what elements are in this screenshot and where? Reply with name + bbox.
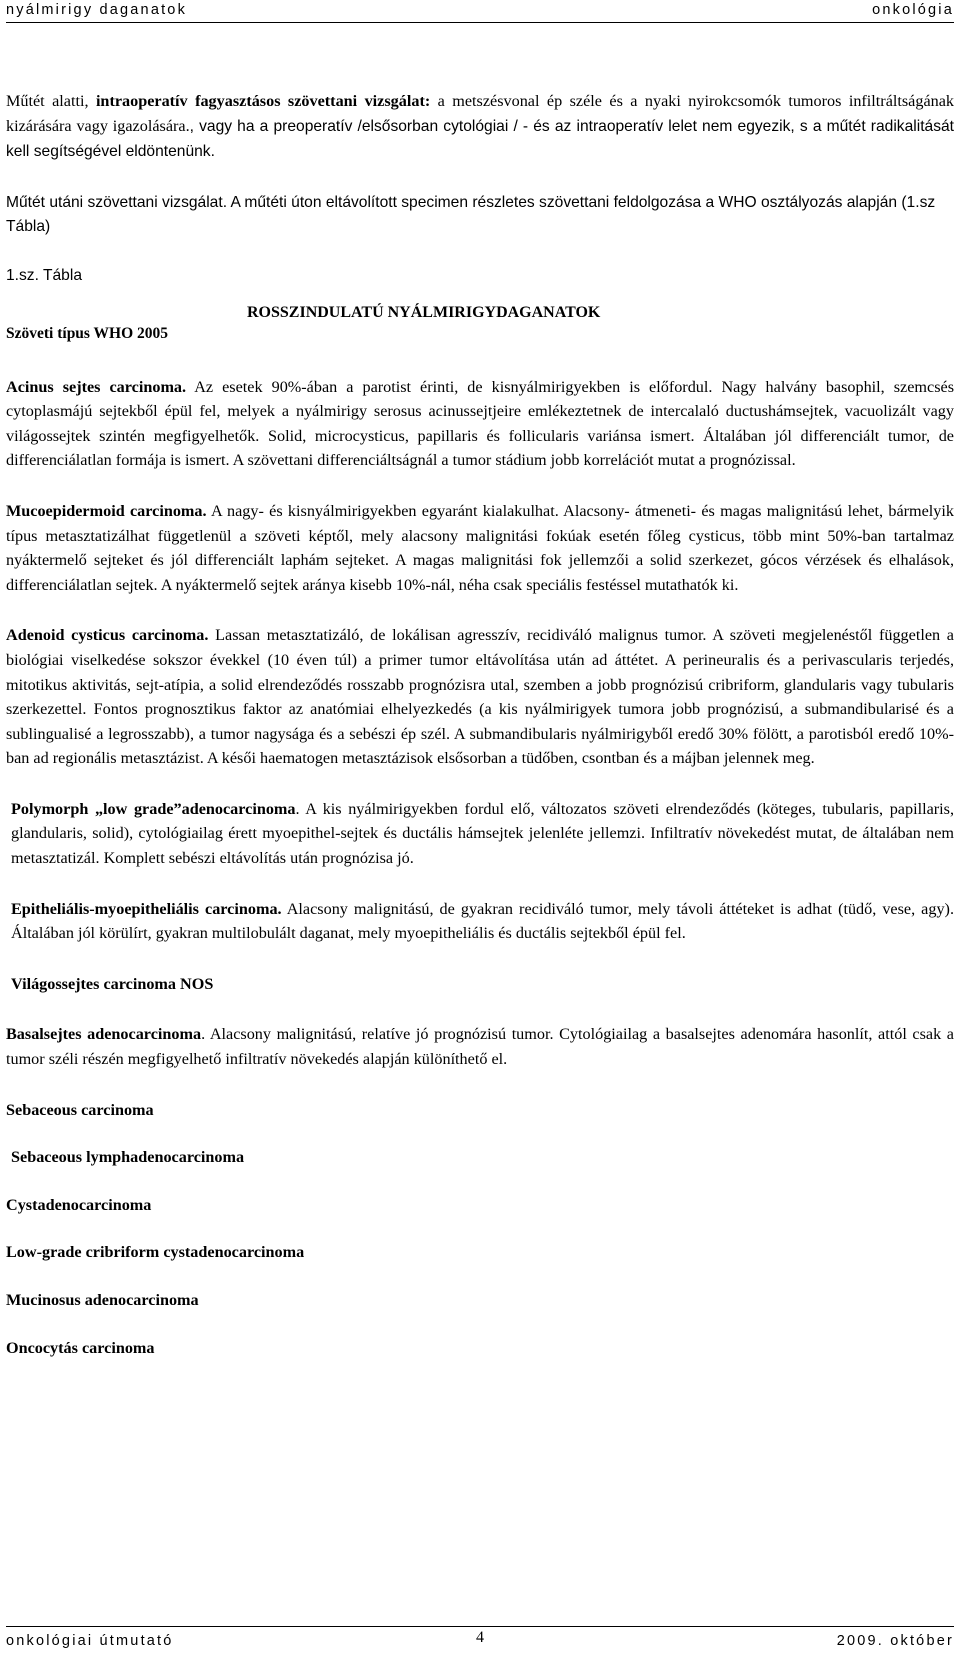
intraop-paragraph <box>6 89 954 165</box>
entry-text: A nagy- és kisnyálmirigyekben egyaránt kialakulhat. Alacsony- átmeneti- és magas malignitású lehet, bármelyik típus metasztatizálhat függetlenül a szöveti képtől, mely alacsony malignitási fokúak esetén főleg cysticus, több mint 50%-ban tartalmaz nyáktermelő sejteket és jól differenciált laphám sejteket. A magas malignitási fok jellemzői a solid szerkezet, gócos vérzések és elhalások, differenciálatlan sejtek. A nyáktermelő sejtek aránya kisebb 10%-nál, néha csak speciális festéssel mutathatók ki. <box>6 501 954 594</box>
postop-paragraph: Műtét utáni szövettani vizsgálat. A műtéti úton eltávolított specimen részletes szövettani feldolgozása a WHO osztályozás alapján (1.sz Tábla) <box>6 193 936 236</box>
list-item-label: Cystadenocarcinoma <box>6 1195 152 1214</box>
table-left-heading: Szöveti típus WHO 2005 <box>6 324 169 342</box>
entry-title: Mucoepidermoid carcinoma. <box>6 501 207 520</box>
entry-adenoid <box>6 623 954 771</box>
entry-epithelialis <box>6 897 954 946</box>
list-item-label: Oncocytás carcinoma <box>6 1338 155 1357</box>
intraop-bold: intraoperatív fagyasztásos szövettani vizsgálat: <box>95 92 431 110</box>
list-item <box>6 1336 954 1361</box>
entry-text: . Alacsony malignitású, relatíve jó prognózisú tumor. Cytológiailag a basalsejtes adenomára hasonlít, attól csak a tumor széli részén megfigyelhető infiltratív növekedés alapján különíthető el. <box>6 1025 954 1069</box>
table-caption: 1.sz. Tábla <box>6 266 82 284</box>
entry-title: Polymorph „low grade”adenocarcinoma <box>11 799 296 818</box>
page-number: 4 <box>476 1629 484 1646</box>
header-left: nyálmirigy daganatok <box>6 2 188 18</box>
document-body <box>6 89 954 1360</box>
header-right: onkológia <box>872 2 954 18</box>
entry-vilagossejtes <box>6 972 954 997</box>
table-right-heading: ROSSZINDULATÚ NYÁLMIRIGYDAGANATOK <box>247 303 601 321</box>
entry-mucoepidermoid <box>6 499 954 597</box>
entry-basalsejtes <box>6 1022 954 1071</box>
list-item-label: Mucinosus adenocarcinoma <box>6 1291 199 1309</box>
list-item <box>6 1145 954 1170</box>
list-item-label: Sebaceous carcinoma <box>6 1100 154 1119</box>
page-header <box>6 2 954 23</box>
table-heading-row <box>6 303 954 351</box>
entry-title: Adenoid cysticus carcinoma. <box>6 626 209 645</box>
list-item <box>6 1098 954 1123</box>
intraop-lead: Műtét alatti, <box>6 92 96 110</box>
entry-text: Az esetek 90%-ában a parotist érinti, de kisnyálmirigyekben is előfordul. Nagy halvány basophil, szemcsés cytoplasmájú sejtekből épül fel, melyek a nyálmirigy serosus acinussejtjeire emlékeztetnek de intercalaló ductushámsejtek, vacuolizált vagy világossejtek szintén megfigyelhetők. Solid, microcysticus, papillaris és follicularis variánsa ismert. Általában jól differenciált tumor, de differenciálatlan formája is ismert. A szövettani differenciáltságnál a tumor stádium jobb korrelációt mutat a prognózissal. <box>6 377 954 470</box>
list-item <box>6 1193 954 1218</box>
entry-acinus <box>6 375 954 473</box>
intraop-rest2: , vagy ha a preoperatív /elsősorban cytológiai / - és az intraoperatív lelet nem egyezik, s a műtét radikalitását kell segítségével eldöntenünk. <box>6 117 954 161</box>
page-footer <box>6 1626 954 1655</box>
list-item <box>6 1240 954 1265</box>
entry-title: Epitheliális-myoepitheliális carcinoma. <box>11 899 282 918</box>
list-item-label: Sebaceous lymphadenocarcinoma <box>11 1148 245 1167</box>
entry-title: Basalsejtes adenocarcinoma <box>6 1025 202 1044</box>
entry-title: Világossejtes carcinoma NOS <box>11 974 214 993</box>
entry-text: . A kis nyálmirigyekben fordul elő, változatos szöveti elrendeződés (köteges, tubularis, papillaris, glandularis, solid), cytológiailag érett myoepithel-sejtek és ductális hámsejtek jelenléte jellemzi. Infiltratív növekedést mutat, de általában nem metasztatizál. Komplett sebészi eltávolítás után prognózisa jó. <box>11 799 954 868</box>
intraop-rest1: a metszésvonal ép széle és a nyaki nyirokcsomók tumoros infiltráltságának kizárására vagy igazolására. <box>6 92 955 135</box>
list-item-label: Low-grade cribriform cystadenocarcinoma <box>6 1243 305 1262</box>
footer-right: 2009. október <box>836 1633 954 1649</box>
entry-polymorph <box>6 797 954 871</box>
entry-text: Lassan metasztatizáló, de lokálisan agresszív, recidiváló malignus tumor. A szöveti megjelenéstől független a biológiai viselkedése sokszor évekkel (10 éven túl) a primer tumor eltávolítása után ad áttétet. A perineuralis és a perivascularis terjedés, mitotikus aktivitás, sejt-atípia, a solid elrendeződés rosszabb prognózisra utal, szemben a jobb prognózisú cribriform, glandularis vagy tubularis szerkezettel. Fontos prognosztikus faktor az anatómiai elhelyezkedés (a kis nyálmirigyek tumora jobb prognózisú, a submandibularisé és a sublingualisé a legrosszabb), a tumor nagysága és a sebészi ép szél. A submandibularis nyálmirigyből eredő 30% fölött, a parotisból eredő 10%-ban ad regionális metasztázist. A késői haematogen metasztázisok elsősorban a tüdőben, csontban és a májban jelennek meg. <box>6 626 954 768</box>
entry-title: Acinus sejtes carcinoma. <box>6 377 187 396</box>
footer-left: onkológiai útmutató <box>6 1633 174 1649</box>
entry-text: Alacsony malignitású, de gyakran recidiváló tumor, mely távoli áttéteket is adhat (tüdő, vese, agy). Általában jól körülírt, gyakran multilobulált daganat, mely myoepitheliális és ductális sejtekből épül fel. <box>11 899 954 943</box>
list-item <box>6 1288 954 1313</box>
